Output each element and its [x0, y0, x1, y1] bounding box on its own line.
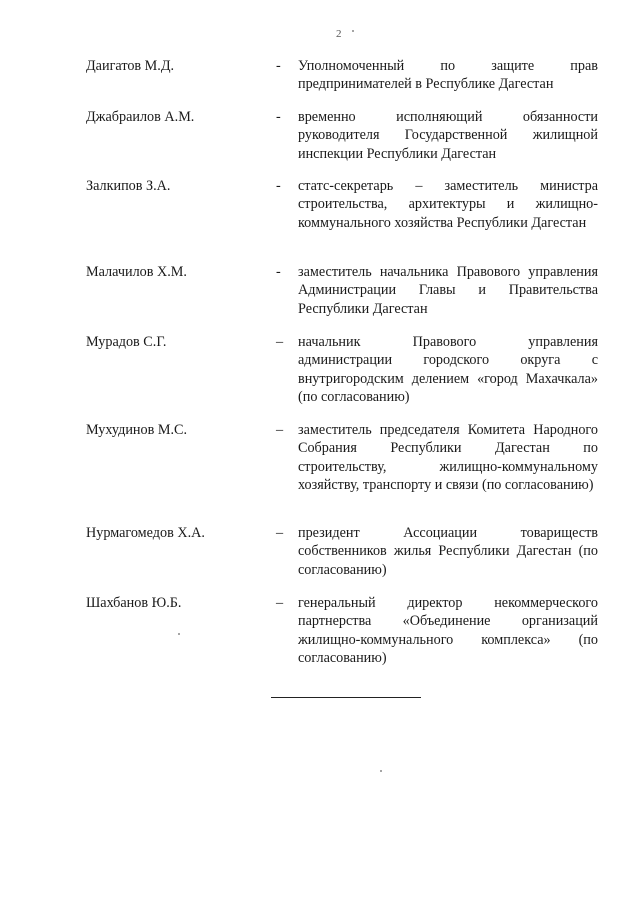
position-description: заместитель председателя Комитета Народного Собрания Республики Дагестан по строительству, жилищно-коммунальному хозяйству, транспорту и связи (по согласованию): [298, 422, 598, 494]
scan-speck: [380, 770, 382, 772]
dash-separator: –: [276, 525, 284, 541]
person-name: Мурадов С.Г.: [86, 334, 167, 350]
person-name: Нурмагомедов Х.А.: [86, 525, 205, 541]
position-description: начальник Правового управления администрации городского округа с внутригородским делением «город Махачкала» (по согласованию): [298, 334, 598, 406]
page-number: 2: [336, 28, 342, 40]
position-description: временно исполняющий обязанности руководителя Государственной жилищной инспекции Республики Дагестан: [298, 109, 598, 162]
position-description: статс-секретарь – заместитель министра строительства, архитектуры и жилищно-коммунального хозяйства Республики Дагестан: [298, 178, 598, 231]
person-name: Мухудинов М.С.: [86, 422, 188, 438]
position-description: президент Ассоциации товариществ собственников жилья Республики Дагестан (по согласованию): [298, 525, 598, 578]
closing-divider: [271, 697, 421, 698]
dash-separator: –: [276, 334, 284, 350]
position-description: генеральный директор некоммерческого партнерства «Объединение организаций жилищно-коммунального комплекса» (по согласованию): [298, 595, 598, 667]
scan-speck: [178, 633, 180, 635]
dash-separator: -: [276, 178, 281, 194]
person-name: Шахбанов Ю.Б.: [86, 595, 182, 611]
position-description: Уполномоченный по защите прав предпринимателей в Республике Дагестан: [298, 58, 598, 93]
person-name: Малачилов Х.М.: [86, 264, 187, 280]
position-description: заместитель начальника Правового управления Администрации Главы и Правительства Республики Дагестан: [298, 264, 598, 317]
dash-separator: -: [276, 58, 281, 74]
dash-separator: –: [276, 422, 284, 438]
person-name: Залкипов З.А.: [86, 178, 171, 194]
dash-separator: -: [276, 264, 281, 280]
person-name: Даигатов М.Д.: [86, 58, 175, 74]
scan-speck: [352, 30, 354, 32]
dash-separator: -: [276, 109, 281, 125]
dash-separator: –: [276, 595, 284, 611]
person-name: Джабраилов А.М.: [86, 109, 195, 125]
